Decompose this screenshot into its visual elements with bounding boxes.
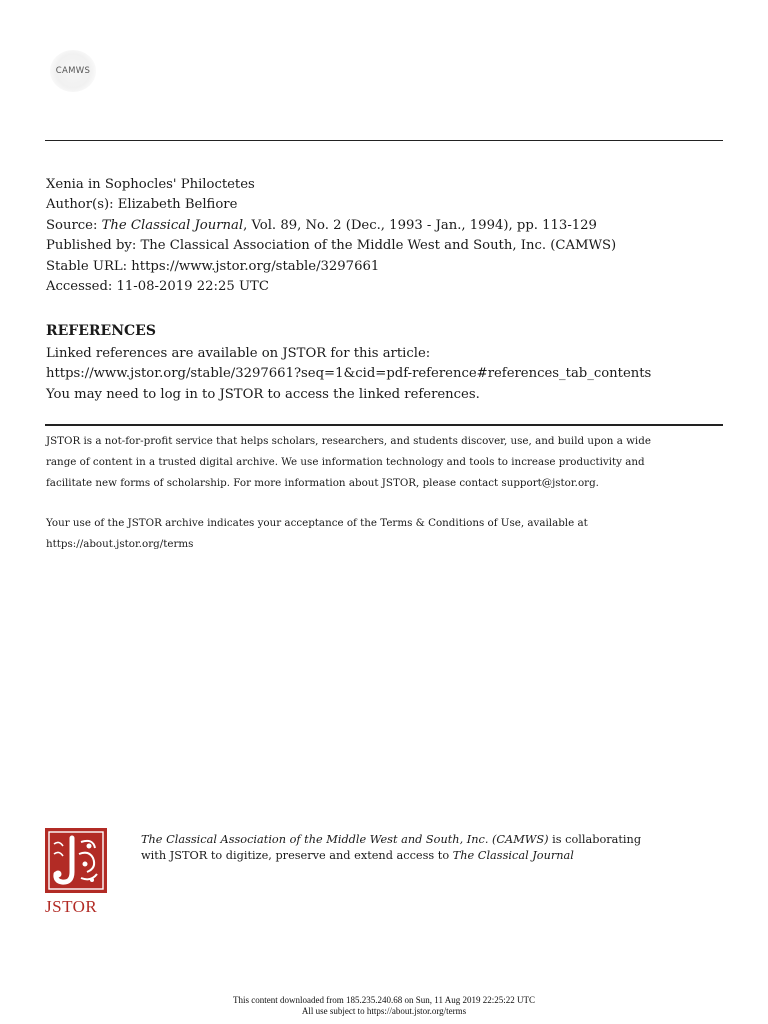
top-divider bbox=[45, 140, 723, 141]
publisher-name: The Classical Association of the Middle West and South, Inc. (CAMWS) bbox=[141, 833, 549, 846]
terms-line: Your use of the JSTOR archive indicates your acceptance of the Terms & Conditions of Use, available at bbox=[46, 517, 588, 529]
references-heading: REFERENCES bbox=[46, 323, 156, 339]
article-title: Xenia in Sophocles' Philoctetes bbox=[46, 177, 255, 192]
terms-link[interactable]: https://about.jstor.org/terms bbox=[46, 537, 194, 550]
middle-divider bbox=[45, 424, 723, 426]
terms-notice bbox=[46, 513, 588, 555]
source-journal: The Classical Journal bbox=[101, 217, 244, 233]
source-details: , Vol. 89, No. 2 (Dec., 1993 - Jan., 1994), pp. 113-129 bbox=[243, 217, 597, 233]
article-authors: Author(s): Elizabeth Belfiore bbox=[46, 197, 238, 213]
collaboration-text: is collaborating bbox=[548, 833, 642, 846]
collaboration-text-2: with JSTOR to digitize, preserve and extend access to bbox=[141, 848, 453, 862]
accessed-date: Accessed: 11-08-2019 22:25 UTC bbox=[46, 278, 269, 294]
collaboration-line-1 bbox=[141, 832, 641, 848]
notice-line: JSTOR is a not-for-profit service that helps scholars, researchers, and students discover, use, and build upon a wide bbox=[46, 435, 651, 447]
notice-line: range of content in a trusted digital archive. We use information technology and tools to increase productivity and bbox=[46, 455, 645, 468]
camws-logo-text: CAMWS bbox=[55, 66, 91, 76]
journal-name: The Classical Journal bbox=[452, 848, 574, 862]
collaboration-statement bbox=[141, 832, 641, 863]
references-block bbox=[46, 344, 651, 405]
camws-logo bbox=[50, 50, 96, 92]
source-prefix: Source: bbox=[46, 217, 102, 233]
stable-url[interactable]: Stable URL: https://www.jstor.org/stable/3297661 bbox=[46, 258, 380, 274]
article-source bbox=[46, 216, 616, 236]
footer-terms-line: All use subject to https://about.jstor.org/terms bbox=[301, 1005, 467, 1016]
jstor-mark-icon bbox=[45, 828, 107, 893]
jstor-notice bbox=[46, 431, 651, 493]
jstor-wordmark: JSTOR bbox=[45, 897, 98, 916]
references-login-note: You may need to log in to JSTOR to access the linked references. bbox=[46, 386, 480, 402]
article-publisher: Published by: The Classical Association of the Middle West and South, Inc. (CAMWS) bbox=[46, 238, 617, 254]
footer-download-line: This content downloaded from 185.235.240.68 on Sun, 11 Aug 2019 22:25:22 UTC bbox=[233, 995, 535, 1005]
download-footer bbox=[0, 995, 768, 1016]
notice-line: facilitate new forms of scholarship. For more information about JSTOR, please contact support@jstor.org. bbox=[46, 476, 599, 489]
article-metadata bbox=[46, 175, 616, 297]
references-link[interactable]: https://www.jstor.org/stable/3297661?seq=1&cid=pdf-reference#references_tab_contents bbox=[46, 366, 652, 382]
references-line: Linked references are available on JSTOR for this article: bbox=[46, 346, 431, 361]
collaboration-line-2 bbox=[141, 848, 641, 864]
